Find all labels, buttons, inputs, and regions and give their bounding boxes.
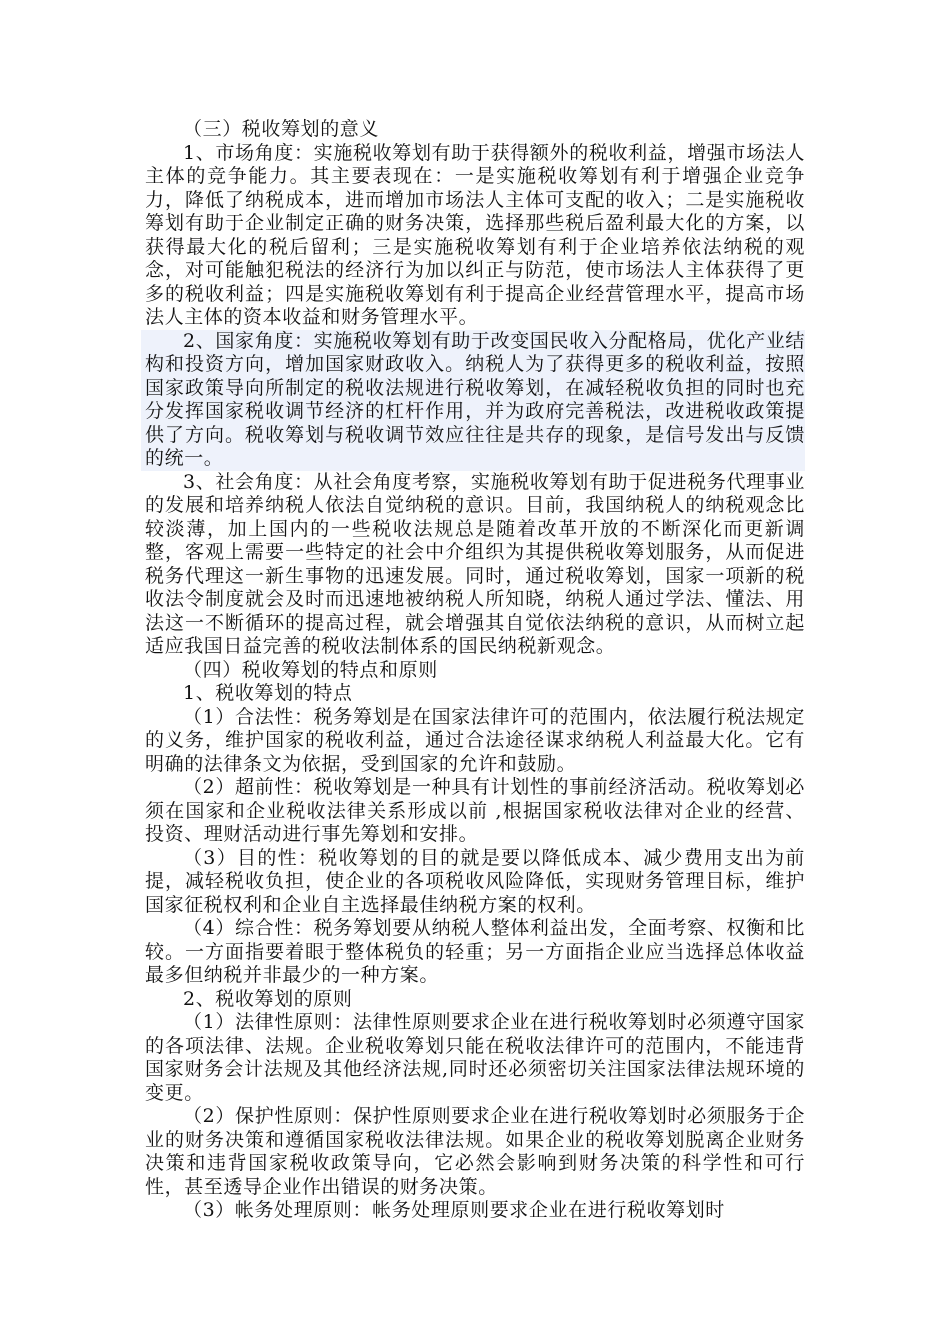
paragraph-market-perspective: 1、市场角度：实施税收筹划有助于获得额外的税收利益，增强市场法人主体的竞争能力。其主要表现在：一是实施税收筹划有利于增强企业竞争力，降低了纳税成本，进而增加市场法人主体可支配的收入；二是实施税收筹划有助于企业制定正确的财务决策，选择那些税后盈利最大化的方案，以获得最大化的税后留利；三是实施税收筹划有利于企业培养依法纳税的观念，对可能触犯税法的经济行为加以纠正与防范，使市场法人主体获得了更多的税收利益；四是实施税收筹划有利于提高企业经营管理水平，提高市场法人主体的资本收益和财务管理水平。 [145, 141, 805, 328]
paragraph-advance: （2）超前性：税收筹划是一种具有计划性的事前经济活动。税收筹划必须在国家和企业税收法律关系形成以前 ,根据国家税收法律对企业的经营、投资、理财活动进行事先筹划和安排。 [145, 776, 805, 845]
paragraph-protection-principle: （2）保护性原则：保护性原则要求企业在进行税收筹划时必须服务于企业的财务决策和遵循国家税收法律法规。如果企业的税收筹划脱离企业财务决策和违背国家税收政策导向，它必然会影响到财务决策的科学性和可行性，甚至透导企业作出错误的财务决策。 [145, 1105, 805, 1198]
paragraph-legality: （1）合法性：税务筹划是在国家法律许可的范围内，依法履行税法规定的义务，维护国家的税收利益，通过合法途径谋求纳税人利益最大化。它有明确的法律条文为依据，受到国家的允许和鼓励。 [145, 705, 805, 775]
paragraph-comprehensive: （4）综合性：税务筹划要从纳税人整体利益出发，全面考察、权衡和比较。一方面指要着眼于整体税负的轻重；另一方面指企业应当选择总体收益最多但纳税并非最少的一种方案。 [145, 917, 805, 986]
paragraph-social-perspective: 3、社会角度：从社会角度考察，实施税收筹划有助于促进税务代理事业的发展和培养纳税人依法自觉纳税的意识。目前，我国纳税人的纳税观念比较淡薄，加上国内的一些税收法规总是随着改革开放的不断深化而更新调整，客观上需要一些特定的社会中介组织为其提供税收筹划服务，从而促进税务代理这一新生事物的迅速发展。同时，通过税收筹划，国家一项新的税收法令制度就会及时而迅速地被纳税人所知晓，纳税人通过学法、懂法、用法这一不断循环的提高过程，就会增强其自觉依法纳税的意识，从而树立起适应我国日益完善的税收法制体系的国民纳税新观念。 [145, 470, 805, 657]
paragraph-purpose: （3）目的性：税收筹划的目的就是要以降低成本、减少费用支出为前提，减轻税收负担，使企业的各项税收风险降低，实现财务管理目标，维护国家征税权利和企业自主选择最佳纳税方案的权利。 [145, 846, 805, 916]
section-heading-features-principles: （四）税收筹划的特点和原则 [183, 658, 438, 681]
subheading-principles: 2、税收筹划的原则 [183, 987, 353, 1010]
paragraph-national-perspective: 2、国家角度：实施税收筹划有助于改变国民收入分配格局，优化产业结构和投资方向，增加国家财政收入。纳税人为了获得更多的税收利益，按照国家政策导向所制定的税收法规进行税收筹划，在减轻税收负担的同时也充分发挥国家税收调节经济的杠杆作用，并为政府完善税法，改进税收政策提供了方向。税收筹划与税收调节效应往往是共存的现象，是信号发出与反馈的统一。 [141, 330, 805, 471]
paragraph-accounting-principle: （3）帐务处理原则：帐务处理原则要求企业在进行税收筹划时 [183, 1199, 725, 1221]
subheading-features: 1、税收筹划的特点 [183, 682, 353, 704]
paragraph-legal-principle: （1）法律性原则：法律性原则要求企业在进行税收筹划时必须遵守国家的各项法律、法规。企业税收筹划只能在税收法律许可的范围内，不能违背国家财务会计法规及其他经济法规,同时还必须密切关注国家法律法规环境的变更。 [145, 1011, 805, 1104]
section-heading-significance: （三）税收筹划的意义 [183, 118, 380, 140]
document-page [145, 118, 805, 1223]
